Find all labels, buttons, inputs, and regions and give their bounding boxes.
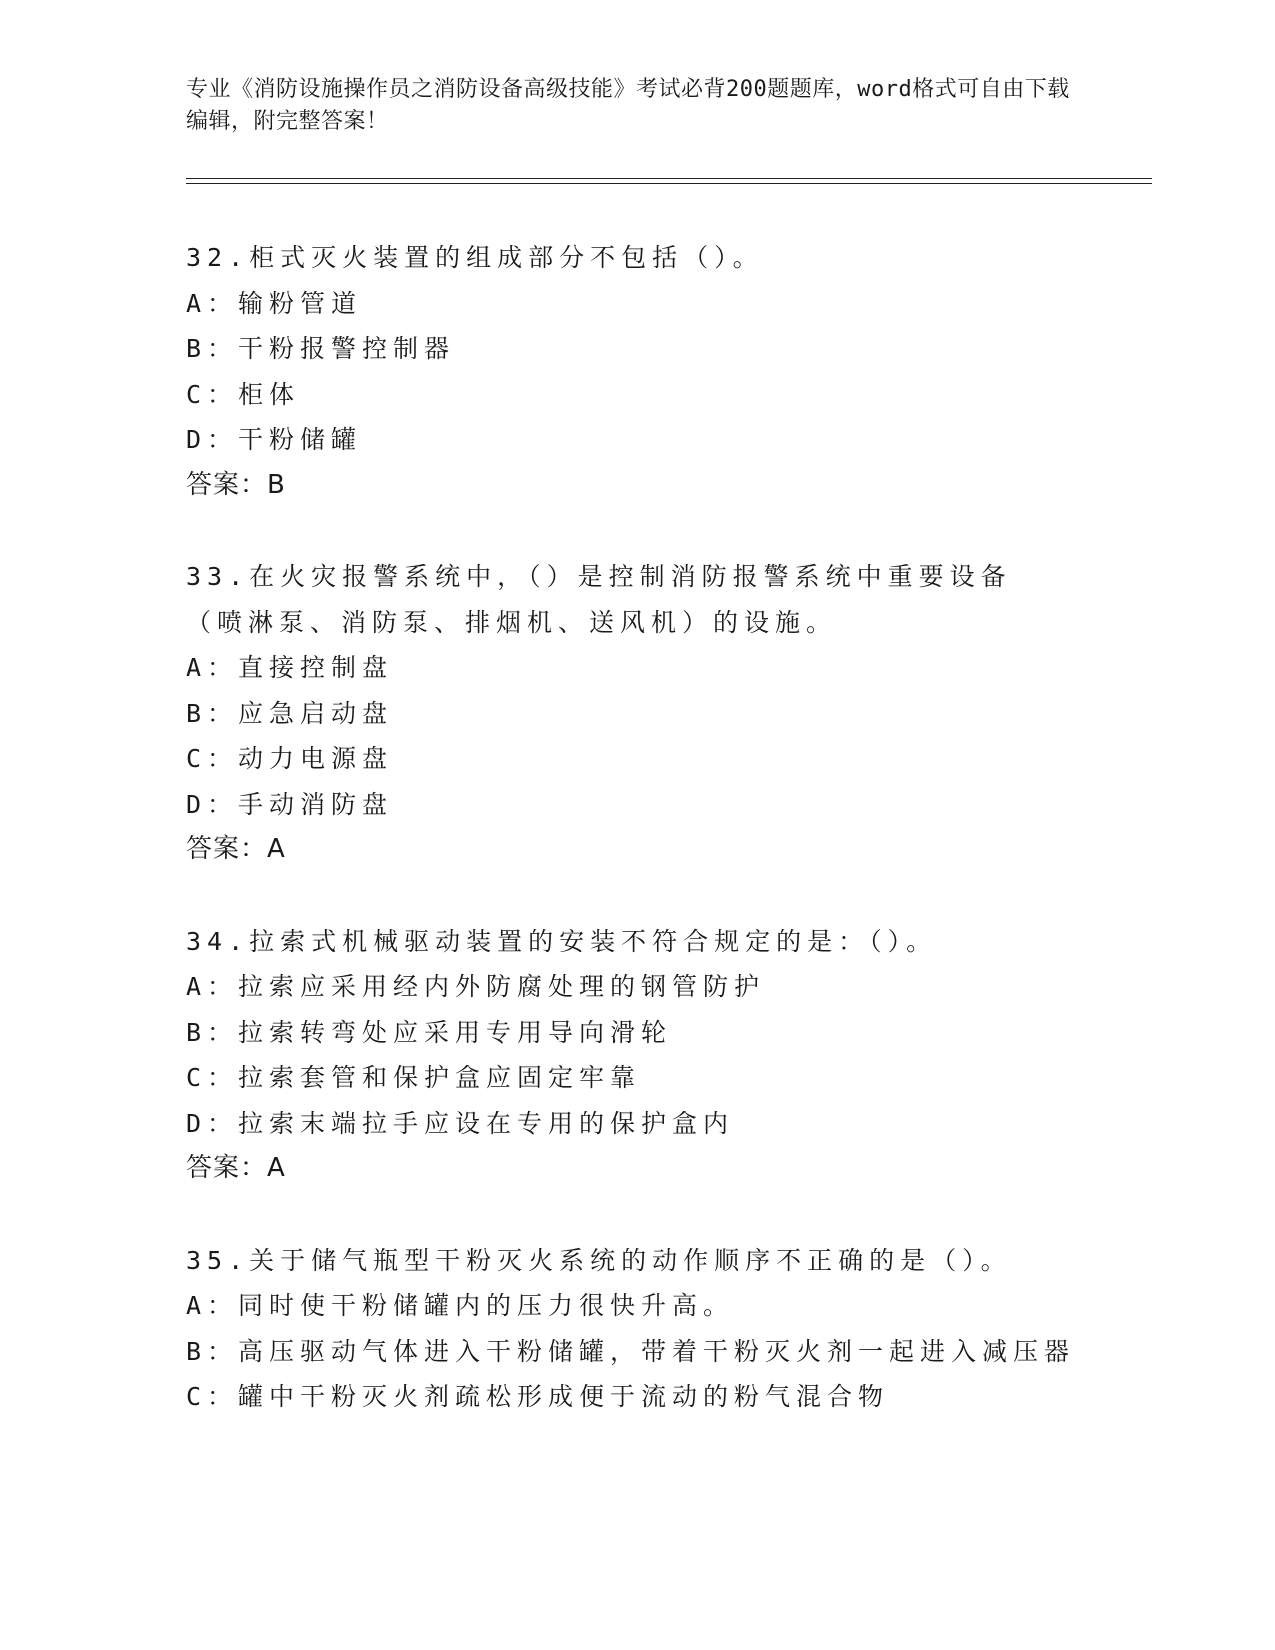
option-d: D：干粉储罐 bbox=[186, 425, 363, 454]
question-32 bbox=[186, 235, 1186, 508]
question-stem: 32.柜式灭火装置的组成部分不包括（）。 bbox=[186, 243, 764, 272]
option-a: A：输粉管道 bbox=[186, 288, 363, 318]
option-c: C：动力电源盘 bbox=[186, 744, 394, 773]
option-b: B：高压驱动气体进入干粉储罐，带着干粉灭火剂一起进入减压器 bbox=[186, 1336, 1076, 1366]
header-divider-top bbox=[186, 178, 1152, 179]
option-d: D：手动消防盘 bbox=[186, 789, 394, 819]
option-b: B：拉索转弯处应采用专用导向滑轮 bbox=[186, 1017, 673, 1047]
option-b: B：干粉报警控制器 bbox=[186, 334, 456, 363]
option-a: A：同时使干粉储罐内的压力很快升高。 bbox=[186, 1291, 735, 1320]
option-a: A：直接控制盘 bbox=[186, 653, 394, 682]
option-d: D：拉索末端拉手应设在专用的保护盒内 bbox=[186, 1108, 735, 1138]
option-c: C：柜体 bbox=[186, 379, 301, 409]
option-a: A：拉索应采用经内外防腐处理的钢管防护 bbox=[186, 972, 766, 1001]
question-list bbox=[186, 235, 1186, 1466]
question-35 bbox=[186, 1238, 1186, 1420]
question-stem: 35.关于储气瓶型干粉灭火系统的动作顺序不正确的是（）。 bbox=[186, 1245, 1012, 1275]
answer-line: 答案：B bbox=[186, 469, 286, 500]
header-divider-bottom bbox=[186, 183, 1152, 184]
question-stem: 33.在火灾报警系统中，（）是控制消防报警系统中重要设备（喷淋泵、消防泵、排烟机、送风机）的设施。 bbox=[186, 562, 1012, 637]
answer-line: 答案：A bbox=[186, 1153, 286, 1183]
option-b: B：应急启动盘 bbox=[186, 698, 394, 728]
question-33 bbox=[186, 554, 1186, 873]
option-c: C：罐中干粉灭火剂疏松形成便于流动的粉气混合物 bbox=[186, 1382, 890, 1411]
document-header: 专业《消防设施操作员之消防设备高级技能》考试必背200题题库，word格式可自由下载编辑，附完整答案！ bbox=[186, 77, 1070, 134]
answer-line: 答案：A bbox=[186, 834, 286, 864]
option-c: C：拉索套管和保护盒应固定牢靠 bbox=[186, 1063, 642, 1092]
question-stem: 34.拉索式机械驱动装置的安装不符合规定的是：（）。 bbox=[186, 926, 938, 956]
question-34 bbox=[186, 919, 1186, 1192]
